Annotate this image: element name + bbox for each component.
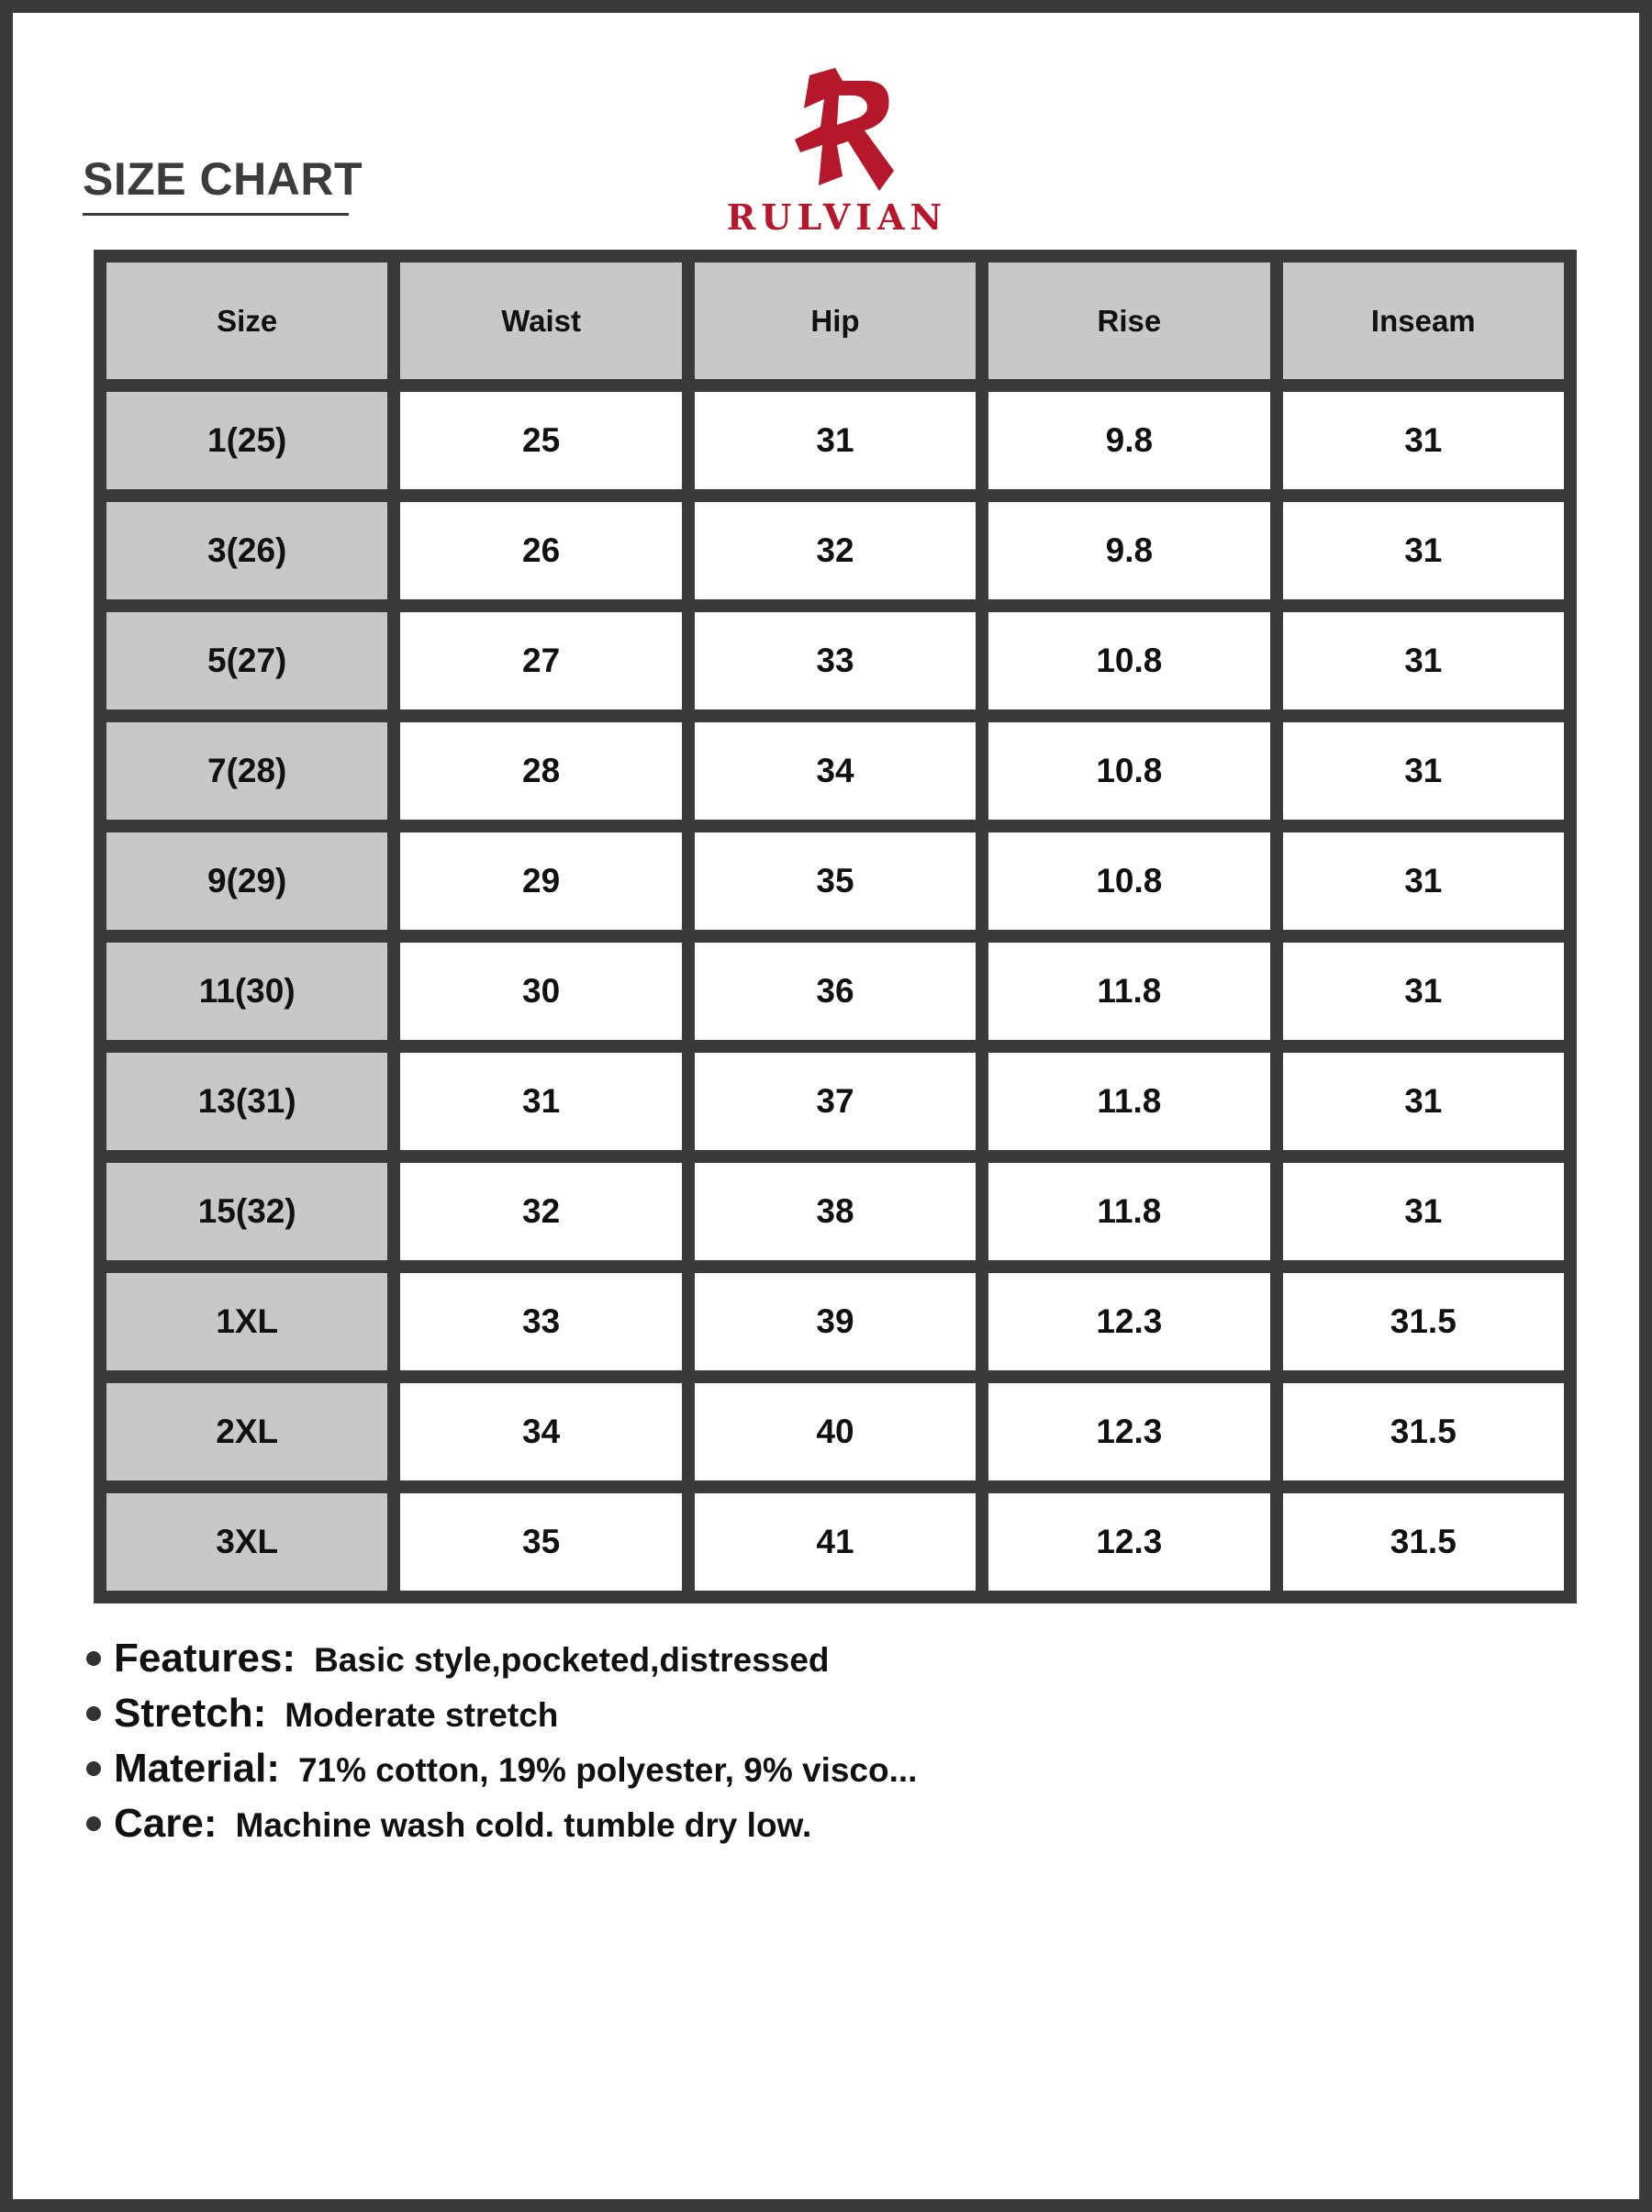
- note-label: Stretch:: [114, 1691, 267, 1736]
- column-header-size: Size: [106, 263, 387, 379]
- size-cell: 5(27): [106, 612, 387, 709]
- title-underline: [83, 213, 349, 216]
- table-row: [106, 1053, 1564, 1150]
- value-cell-rise: 11.8: [988, 1163, 1269, 1260]
- note-item: [86, 1746, 917, 1801]
- size-cell: 9(29): [106, 832, 387, 930]
- value-cell-rise: 12.3: [988, 1273, 1269, 1370]
- value-cell-hip: 35: [695, 832, 976, 930]
- bullet-icon: [86, 1761, 101, 1776]
- value-cell-rise: 10.8: [988, 612, 1269, 709]
- note-value: 71% cotton, 19% polyester, 9% visco...: [297, 1751, 918, 1789]
- table-row: [106, 612, 1564, 709]
- value-cell-waist: 31: [400, 1053, 681, 1150]
- value-cell-waist: 26: [400, 502, 681, 599]
- column-header-inseam: Inseam: [1283, 263, 1564, 379]
- note-value: Machine wash cold. tumble dry low.: [235, 1806, 812, 1844]
- value-cell-inseam: 31: [1283, 392, 1564, 489]
- value-cell-rise: 11.8: [988, 943, 1269, 1040]
- value-cell-waist: 28: [400, 722, 681, 820]
- value-cell-rise: 10.8: [988, 722, 1269, 820]
- note-label: Features:: [114, 1636, 296, 1681]
- value-cell-waist: 29: [400, 832, 681, 930]
- table-row: [106, 1493, 1564, 1591]
- size-cell: 13(31): [106, 1053, 387, 1150]
- note-label: Care:: [114, 1801, 218, 1846]
- table-row: [106, 1273, 1564, 1370]
- value-cell-hip: 37: [695, 1053, 976, 1150]
- rulvian-r-logo-icon: [791, 68, 901, 196]
- value-cell-waist: 25: [400, 392, 681, 489]
- table-header-row: [106, 263, 1564, 379]
- size-cell: 11(30): [106, 943, 387, 1040]
- size-cell: 1(25): [106, 392, 387, 489]
- column-header-waist: Waist: [400, 263, 681, 379]
- table-row: [106, 1383, 1564, 1480]
- table-row: [106, 502, 1564, 599]
- size-cell: 3XL: [106, 1493, 387, 1591]
- value-cell-waist: 35: [400, 1493, 681, 1591]
- note-item: [86, 1691, 917, 1746]
- value-cell-waist: 30: [400, 943, 681, 1040]
- value-cell-hip: 41: [695, 1493, 976, 1591]
- size-cell: 2XL: [106, 1383, 387, 1480]
- value-cell-hip: 40: [695, 1383, 976, 1480]
- value-cell-hip: 34: [695, 722, 976, 820]
- value-cell-rise: 12.3: [988, 1383, 1269, 1480]
- brand-logo: [718, 68, 956, 251]
- column-header-rise: Rise: [988, 263, 1269, 379]
- note-value: Moderate stretch: [285, 1696, 559, 1734]
- value-cell-rise: 9.8: [988, 392, 1269, 489]
- value-cell-waist: 33: [400, 1273, 681, 1370]
- table-row: [106, 392, 1564, 489]
- page-title: SIZE CHART: [83, 153, 363, 205]
- size-cell: 15(32): [106, 1163, 387, 1260]
- bullet-icon: [86, 1706, 101, 1721]
- value-cell-rise: 10.8: [988, 832, 1269, 930]
- note-item: [86, 1801, 917, 1856]
- value-cell-rise: 12.3: [988, 1493, 1269, 1591]
- bullet-icon: [86, 1651, 101, 1666]
- value-cell-inseam: 31.5: [1283, 1493, 1564, 1591]
- value-cell-rise: 9.8: [988, 502, 1269, 599]
- value-cell-inseam: 31: [1283, 612, 1564, 709]
- value-cell-hip: 31: [695, 392, 976, 489]
- value-cell-waist: 34: [400, 1383, 681, 1480]
- column-header-hip: Hip: [695, 263, 976, 379]
- value-cell-waist: 32: [400, 1163, 681, 1260]
- value-cell-hip: 36: [695, 943, 976, 1040]
- brand-name: RULVIAN: [726, 196, 948, 238]
- value-cell-inseam: 31: [1283, 502, 1564, 599]
- value-cell-inseam: 31.5: [1283, 1273, 1564, 1370]
- bullet-icon: [86, 1816, 101, 1831]
- table-row: [106, 722, 1564, 820]
- table-row: [106, 943, 1564, 1040]
- value-cell-inseam: 31: [1283, 832, 1564, 930]
- value-cell-waist: 27: [400, 612, 681, 709]
- table-row: [106, 1163, 1564, 1260]
- product-notes: [86, 1636, 917, 1856]
- note-label: Material:: [114, 1746, 280, 1791]
- size-cell: 1XL: [106, 1273, 387, 1370]
- value-cell-hip: 32: [695, 502, 976, 599]
- table-row: [106, 832, 1564, 930]
- value-cell-inseam: 31: [1283, 1163, 1564, 1260]
- value-cell-inseam: 31: [1283, 722, 1564, 820]
- size-table: [94, 250, 1577, 1603]
- table-body: [106, 392, 1564, 1591]
- size-cell: 7(28): [106, 722, 387, 820]
- note-item: [86, 1636, 917, 1691]
- value-cell-hip: 39: [695, 1273, 976, 1370]
- value-cell-hip: 38: [695, 1163, 976, 1260]
- value-cell-rise: 11.8: [988, 1053, 1269, 1150]
- value-cell-hip: 33: [695, 612, 976, 709]
- value-cell-inseam: 31: [1283, 943, 1564, 1040]
- size-cell: 3(26): [106, 502, 387, 599]
- note-value: Basic style,pocketed,distressed: [314, 1641, 830, 1679]
- value-cell-inseam: 31: [1283, 1053, 1564, 1150]
- value-cell-inseam: 31.5: [1283, 1383, 1564, 1480]
